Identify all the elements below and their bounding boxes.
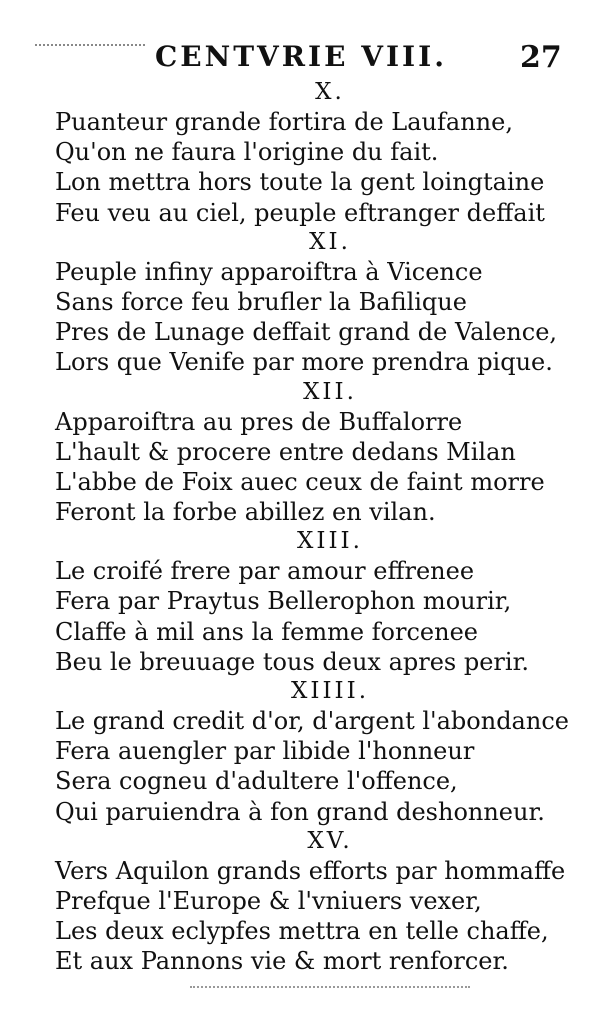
verse-line: Le croifé frere par amour effrenee	[55, 557, 475, 586]
quatrain	[55, 78, 575, 228]
verse-line: Qu'on ne faura l'origine du fait.	[55, 138, 439, 167]
verse-line: Et aux Pannons vie & mort renforcer.	[55, 947, 509, 976]
quatrain-number: XIII.	[297, 528, 363, 555]
verse-line: Puanteur grande fortira de Laufanne,	[55, 108, 513, 136]
verse-line: Pres de Lunage deffait grand de Valence,	[55, 318, 558, 347]
quatrain-number: XII.	[303, 378, 357, 405]
verse-line: Apparoiftra au pres de Buffalorre	[55, 407, 463, 436]
page-number: 27	[520, 40, 562, 75]
quatrain	[55, 527, 575, 677]
page-header	[0, 40, 613, 80]
verse-line: Peuple infiny apparoiftra à Vicence	[55, 257, 483, 286]
quatrain	[55, 378, 575, 528]
verse-line: Beu le breuuage tous deux apres perir.	[55, 647, 530, 676]
verse-line: Sera cogneu d'adultere l'offence,	[55, 767, 458, 796]
quatrain-number: X.	[315, 79, 345, 105]
quatrain-number: XV.	[307, 827, 353, 854]
quatrain-number: XI.	[309, 228, 351, 255]
quatrain-number: XIIII.	[290, 678, 370, 704]
verse-line: Feront la forbe abillez en vilan.	[55, 498, 436, 527]
quatrain	[55, 827, 575, 977]
running-title: CENTVRIE VIII.	[155, 40, 448, 73]
verse-line: Claffe à mil ans la femme forcenee	[55, 617, 478, 646]
verse-body	[55, 78, 575, 977]
verse-line: Lon mettra hors toute la gent loingtaine	[55, 168, 545, 197]
quatrain	[55, 677, 575, 827]
verse-line: Fera auengler par libide l'honneur	[55, 737, 475, 766]
verse-line: Prefque l'Europe & l'vniuers vexer,	[55, 886, 482, 915]
verse-line: L'hault & procere entre dedans Milan	[55, 437, 516, 466]
verse-line: Fera par Praytus Bellerophon mourir,	[55, 587, 512, 616]
decorative-rule	[190, 986, 470, 988]
verse-line: Les deux eclypfes mettra en telle chaffe,	[55, 917, 549, 946]
verse-line: Qui paruiendra à fon grand deshonneur.	[55, 797, 545, 826]
verse-line: Sans force feu brufler la Bafilique	[55, 287, 467, 316]
verse-line: Lors que Venife par more prendra pique.	[55, 348, 553, 377]
verse-line: L'abbe de Foix auec ceux de faint morre	[55, 467, 545, 496]
verse-line: Feu veu au ciel, peuple eftranger deffait	[55, 198, 545, 227]
quatrain	[55, 228, 575, 378]
verse-line: Vers Aquilon grands efforts par hommaffe	[55, 856, 566, 885]
verse-line: Le grand credit d'or, d'argent l'abondance	[55, 707, 569, 735]
